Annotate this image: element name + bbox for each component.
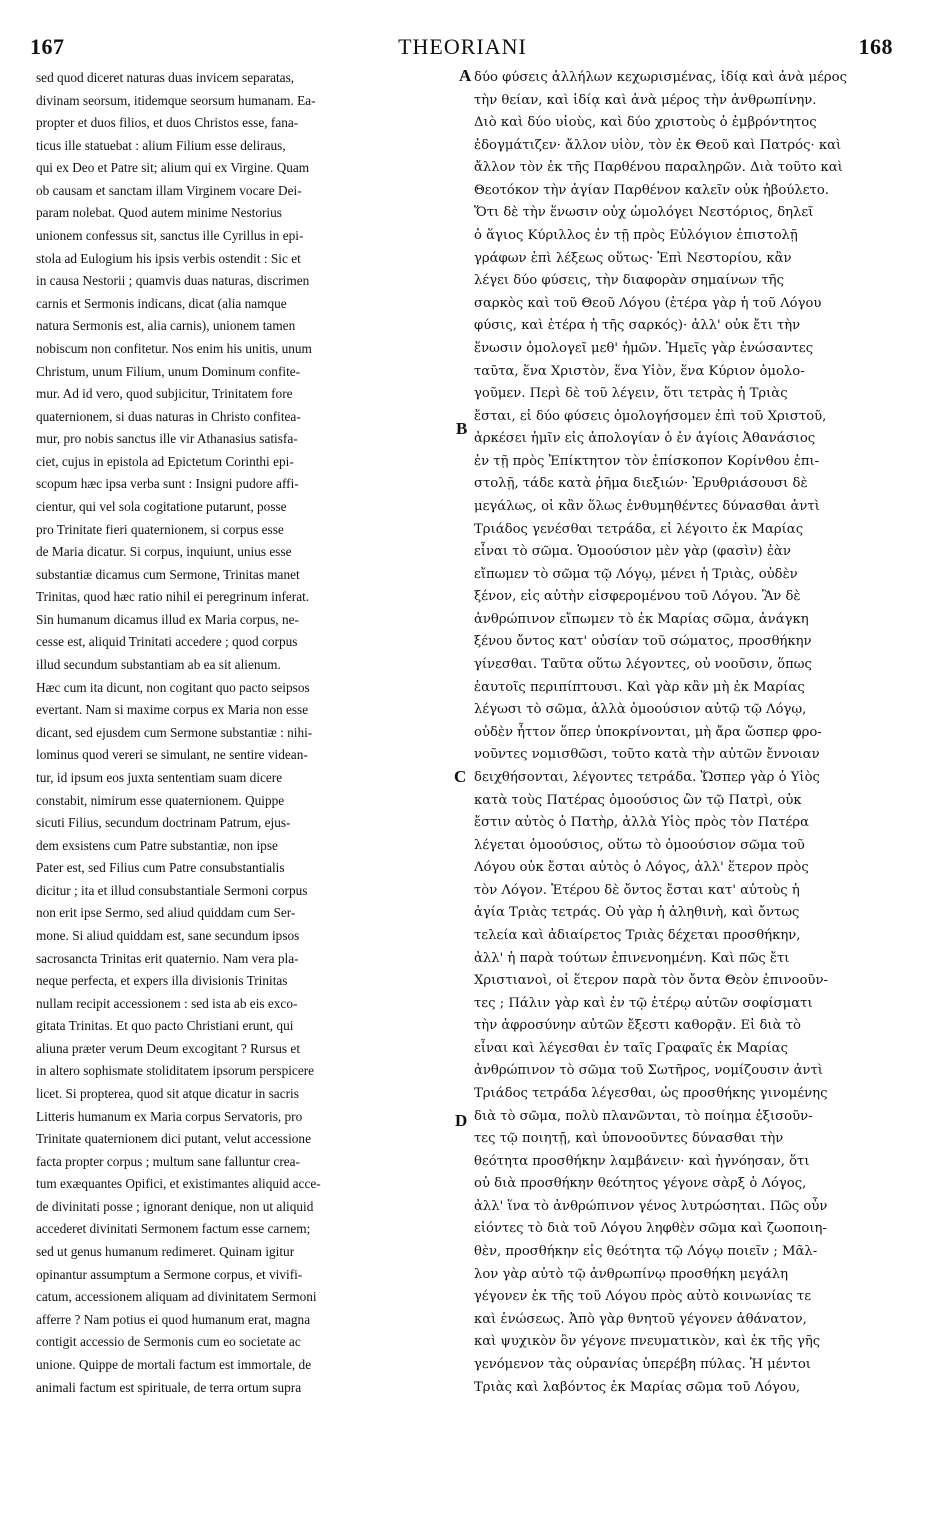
- text-line: σαρκὸς καὶ τοῦ Θεοῦ Λόγου (ἑτέρα γὰρ ἡ τοῦ Λόγου: [474, 295, 822, 311]
- text-line: lominus quod vererі se simulant, ne sentire videan-: [36, 747, 308, 763]
- text-line: tur, id ipsum eos juxta sententiam suam dicere: [36, 769, 283, 785]
- text-line: Λόγου οὐκ ἔσται αὐτὸς ὁ Λόγος, ἀλλ' ἕτερον πρὸς: [474, 860, 809, 876]
- text-line: Hæc cum ita dicunt, non cogitant quo pacto seipsos: [36, 679, 310, 695]
- text-line: ἀνθρώπινον εἴπωμεν τὸ ἐκ Μαρίας σῶμα, ἀνάγκη: [474, 611, 809, 627]
- running-title: THEORIANI: [398, 34, 527, 59]
- text-line: accederet divinitati Sermonem factum esse carnem;: [36, 1221, 311, 1237]
- text-line: natura Sermonis est, alia carnis), unionem tamen: [36, 318, 296, 334]
- text-line: mur. Ad id vero, quod subjicitur, Trinitatem fore: [36, 386, 293, 402]
- text-line: γενόμενον τὰς οὐρανίας ὑπερέβη πύλας. Ἡ μέντοι: [474, 1356, 811, 1372]
- text-line: contigit accessio de Sermonis cum eo societate ac: [36, 1334, 301, 1350]
- text-line: afferre ? Nam potius ei quod humanum erat, magna: [36, 1311, 311, 1327]
- text-line: φύσις, καὶ ἑτέρα ἡ τῆς σαρκός)· ἀλλ' οὐκ ἔτι τὴν: [474, 318, 801, 334]
- text-line: Χριστιανοὶ, οἱ ἕτερον παρὰ τὸν ὄντα Θεὸν ἐπινοοῦν-: [474, 973, 828, 989]
- text-line: κατὰ τοὺς Πατέρας ὁμοούσιος ὢν τῷ Πατρὶ, οὐκ: [474, 792, 802, 808]
- text-line: Τριὰς καὶ λαβόντος ἐκ Μαρίας σῶμα τοῦ Λόγου,: [474, 1379, 801, 1395]
- text-line: ἐν τῇ πρὸς Ἐπίκτητον τὸν ἐπίσκοπον Κορίνθου ἐπι-: [474, 453, 820, 469]
- left-page-number: 167: [30, 34, 65, 59]
- text-line: tum exæquantes Opifici, et existimantes aliquid acce-: [36, 1176, 321, 1192]
- text-line: Ὅτι δὲ τὴν ἕνωσιν οὐχ ὡμολόγει Νεστόριος, δηλεῖ: [474, 205, 814, 221]
- text-line: facta propter corpus ; multum sane falluntur crea-: [36, 1153, 300, 1169]
- text-line: ob causam et sanctam illam Virginem vocare Dei-: [36, 182, 302, 198]
- text-line: Διὸ καὶ δύο υἱοὺς, καὶ δύο χριστοὺς ὁ ἐμβρόντητος: [474, 115, 817, 131]
- text-line: opinantur assumptum a Sermone corpus, et vivifi-: [36, 1266, 303, 1282]
- text-line: in altero sophismate stoliditatem ipsorum perspicere: [36, 1063, 315, 1079]
- text-line: ἁγία Τριὰς τετράς. Οὐ γὰρ ἡ ἀληθινὴ, καὶ ὄντως: [474, 905, 800, 921]
- text-line: ξένου ὄντος κατ' οὐσίαν τοῦ σώματος, προσθήκην: [474, 634, 812, 650]
- text-line: Τριάδος γενέσθαι τετράδα, εἰ λέγοιτο ἐκ Μαρίας: [474, 521, 804, 537]
- text-line: λέγεται ὁμοούσιος, οὕτω τὸ ὁμοούσιον σῶμα τοῦ: [474, 837, 805, 853]
- text-line: nullam recipit accessionem : sed ista ab eis exco-: [36, 995, 298, 1011]
- text-line: λον γὰρ αὐτὸ τῷ ἀνθρωπίνῳ προσθήκη μεγάλη: [474, 1266, 788, 1282]
- text-line: Trinitate quaternionem dici putant, velut accessione: [36, 1131, 311, 1147]
- text-line: de Maria dicatur. Si corpus, inquiunt, unius esse: [36, 544, 292, 560]
- text-line: γίνεσθαι. Ταῦτα οὕτω λέγοντες, οὐ νοοῦσιν, ὅπως: [474, 657, 812, 673]
- text-line: ἐδογμάτιζεν· ἄλλον υἱὸν, τὸν ἐκ Θεοῦ καὶ Πατρός· καὶ: [474, 137, 842, 153]
- text-line: sacrosancta Trinitas erit quaternio. Nam vera pla-: [36, 950, 299, 966]
- text-line: ἀρκέσει ἡμῖν εἰς ἀπολογίαν ὁ ἐν ἁγίοις Ἀθανάσιος: [474, 431, 816, 447]
- text-line: τὴν ἀφροσύνην αὐτῶν ἔξεστι καθορᾷν. Εἰ διὰ τὸ: [474, 1018, 801, 1034]
- text-line: εἶναι καὶ λέγεσθαι ἐν ταῖς Γραφαῖς ἐκ Μαρίας: [474, 1040, 788, 1056]
- text-line: stola ad Eulogium his ipsis verbis ostendit : Sic et: [36, 250, 301, 266]
- text-line: ἔστιν αὐτὸς ὁ Πατὴρ, ἀλλὰ Υἱὸς πρὸς τὸν Πατέρα: [474, 815, 810, 831]
- text-line: εἴπωμεν τὸ σῶμα τῷ Λόγῳ, μένει ἡ Τριὰς, οὐδὲν: [474, 566, 798, 582]
- text-line: μεγάλως, οἱ κἂν ὅλως ἐνθυμηθέντες δύνασθαι ἀντὶ: [474, 498, 820, 514]
- margin-marker-b: B: [456, 419, 468, 438]
- text-line: στολῇ, τάδε κατὰ ῥῆμα διεξιών· Ἐρυθριάσουσι δὲ: [474, 476, 808, 492]
- text-line: οὐ διὰ προσθήκην θεότητος γέγονε σὰρξ ὁ Λόγος,: [474, 1176, 807, 1192]
- text-line: οὐδὲν ἧττον ὅπερ ὑποκρίνονται, μὴ ἄρα ὥσπερ φρο-: [474, 724, 822, 740]
- text-line: animali factum est spirituale, de terra ortum supra: [36, 1379, 302, 1395]
- text-line: τες τῷ ποιητῇ, καὶ ὑπονοοῦντες δύνασθαι τὴν: [474, 1131, 784, 1147]
- text-line: δύο φύσεις ἀλλήλων κεχωρισμένας, ἰδίᾳ καὶ ἀνὰ μέρος: [474, 70, 847, 85]
- text-line: ταῦτα, ἕνα Χριστὸν, ἕνα Υἱὸν, ἕνα Κύριον ὁμολο-: [474, 363, 805, 379]
- text-line: Θεοτόκον τὴν ἁγίαν Παρθένον καλεῖν οὐκ ἠβούλετο.: [474, 182, 829, 198]
- text-line: divinam seorsum, itidemque seorsum humanam. Ea-: [36, 92, 316, 108]
- text-line: λέγωσι τὸ σῶμα, ἀλλὰ ὁμοούσιον αὐτῷ τῷ Λόγῳ,: [474, 702, 807, 718]
- text-line: Litteris humanum ex Maria corpus Servatoris, pro: [36, 1108, 303, 1124]
- text-line: scopum hæc ipsa verba sunt : Insigni pudore affi-: [36, 476, 299, 492]
- text-line: εἰόντες τὸ διὰ τοῦ Λόγου ληφθὲν σῶμα καὶ ζωοποιη-: [474, 1221, 827, 1237]
- text-line: qui ex Deo et Patre sit; alium qui ex Virgine. Quam: [36, 160, 310, 176]
- text-line: propter et duos filios, et duos Christos esse, fana-: [36, 115, 299, 131]
- text-line: neque perfecta, et expers illa divisionis Trinitas: [36, 973, 288, 989]
- text-line: θὲν, προσθήκην εἰς θεότητα τῷ Λόγῳ ποιεῖν ; Μᾶλ-: [474, 1244, 818, 1260]
- text-line: γέγονεν ἐκ τῆς τοῦ Λόγου πρὸς αὐτὸ κοινωνίας τε: [474, 1289, 812, 1305]
- margin-marker-a: A: [459, 66, 472, 85]
- text-line: Christum, unum Filium, unum Dominum confite-: [36, 363, 301, 379]
- text-line: carnis et Sermonis indicans, dicat (alia namque: [36, 295, 287, 311]
- page-header: [0, 34, 925, 64]
- text-line: unione. Quippe de mortali factum est immortale, de: [36, 1356, 312, 1372]
- text-line: sed quod diceret naturas duas invicem separatas,: [36, 70, 295, 85]
- text-line: εἶναι τὸ σῶμα. Ὁμοούσιον μὲν γὰρ (φασὶν) ἐὰν: [474, 544, 791, 560]
- text-line: Trinitas, quod hæc ratio nihil ei peregrinum inferat.: [36, 589, 310, 605]
- latin-column: [36, 67, 456, 1399]
- text-line: in causa Nestorii ; quamvis duas naturas, discrimen: [36, 273, 310, 289]
- text-line: ἀνθρώπινον τὸ σῶμα τοῦ Σωτῆρος, νομίζουσιν ἀντὶ: [474, 1063, 823, 1079]
- text-line: ciet, cujus in epistola ad Epictetum Corinthi epi-: [36, 453, 294, 469]
- text-line: sed ut genus humanum redimeret. Quinam igitur: [36, 1244, 295, 1260]
- text-line: δειχθήσονται, λέγοντες τετράδα. Ὥσπερ γὰρ ὁ Υἱὸς: [474, 769, 820, 785]
- text-line: ticus ille statuebat : alium Filium esse deliraus,: [36, 137, 286, 153]
- text-line: illud secundum substantiam ab ea sit alienum.: [36, 657, 281, 673]
- text-line: cesse est, aliquid Trinitati accedere ; quod corpus: [36, 634, 298, 650]
- text-line: licet. Si propterea, quod sit atque dicatur in sacris: [36, 1086, 299, 1102]
- text-line: param nolebat. Quod autem minime Nestorius: [36, 205, 282, 221]
- text-line: ἔσται, εἰ δύο φύσεις ὁμολογήσομεν ἐπὶ τοῦ Χριστοῦ,: [474, 408, 827, 424]
- text-line: unionem confessus sit, sanctus ille Cyrillus in epi-: [36, 228, 304, 244]
- text-line: aliuna præter verum Deum excogitant ? Rursus et: [36, 1040, 301, 1056]
- text-line: dem exsistens cum Patre substantiæ, non ipse: [36, 837, 278, 853]
- text-line: de divinitati posse ; ignorant denique, non ut aliquid: [36, 1198, 314, 1214]
- text-line: catum, accessionem aliquam ad divinitatem Sermoni: [36, 1289, 317, 1305]
- text-line: καὶ ἑνώσεως. Ἀπὸ γὰρ θνητοῦ γέγονεν ἀθάνατον,: [474, 1311, 807, 1327]
- text-line: ἀλλ' ἡ παρὰ τούτων ἐπινενοημένη. Καὶ πῶς ἔτι: [474, 950, 790, 966]
- text-line: evertant. Nam si maxime corpus ex Maria non esse: [36, 702, 309, 718]
- text-line: ὁ ἅγιος Κύριλλος ἐν τῇ πρὸς Εὐλόγιον ἐπιστολῇ: [474, 228, 798, 244]
- text-line: cientur, qui vel sola cogitatione putarunt, posse: [36, 498, 287, 514]
- text-line: quaternionem, si duas naturas in Christo confitea-: [36, 408, 301, 424]
- text-line: διὰ τὸ σῶμα, πολὺ πλανῶνται, τὸ ποίημα ἐξισοῦν-: [474, 1108, 813, 1124]
- text-line: non erit ipse Sermo, sed aliud quiddam cum Ser-: [36, 905, 296, 921]
- margin-marker-c: C: [454, 767, 467, 786]
- margin-marker-d: D: [455, 1111, 468, 1130]
- text-line: τες ; Πάλιν γὰρ καὶ ἐν τῷ ἑτέρῳ αὐτῶν σοφίσματι: [474, 995, 813, 1011]
- text-line: Pater est, sed Filius cum Patre consubstantialis: [36, 860, 285, 876]
- text-line: γράφων ἐπὶ λέξεως οὕτως· Ἐπὶ Νεστορίου, κἂν: [474, 250, 792, 266]
- text-line: pro Trinitate fieri quaternionem, si corpus esse: [36, 521, 284, 537]
- text-line: sicuti Filius, secundum doctrinam Patrum, ejus-: [36, 815, 291, 831]
- text-line: ἑαυτοῖς περιπίπτουσι. Καὶ γὰρ κἂν μὴ ἐκ Μαρίας: [474, 679, 805, 695]
- text-line: constabit, nimirum esse quaternionem. Quippe: [36, 792, 285, 808]
- text-line: Sin humanum dicamus illud ex Maria corpus, ne-: [36, 611, 299, 627]
- text-line: Τριάδος τετράδα λέγεσθαι, ὡς προσθήκης γινομένης: [474, 1086, 828, 1102]
- text-line: nobiscum non confitetur. Nos enim his unitis, unum: [36, 340, 312, 356]
- text-line: mone. Si aliud quiddam est, sane secundum ipsos: [36, 927, 300, 943]
- text-line: νοῦντες νομισθῶσι, τοῦτο κατὰ τὴν αὐτῶν ἔννοιαν: [474, 747, 820, 763]
- text-line: mur, pro nobis sanctus ille vir Athanasius satisfa-: [36, 431, 298, 447]
- text-line: dicant, sed ejusdem cum Sermone substantiæ : nihi-: [36, 724, 313, 740]
- text-line: τὸν Λόγον. Ἑτέρου δὲ ὄντος ἔσται κατ' αὐτοὺς ἡ: [474, 882, 800, 898]
- text-line: ἀλλ' ἵνα τὸ ἀνθρώπινον γένος λυτρώσηται. Πῶς οὖν: [474, 1198, 828, 1214]
- text-line: λέγει δύο φύσεις, τὴν διαφορὰν σημαίνων τῆς: [474, 273, 784, 289]
- text-line: dicitur ; ita et illud consubstantiale Sermoni corpus: [36, 882, 308, 898]
- text-line: ξένον, εἰς αὐτὴν εἰσφερομένου τοῦ Λόγου. Ἂν δὲ: [474, 589, 801, 605]
- text-line: καὶ ψυχικὸν ὂν γέγονε πνευματικὸν, καὶ ἐκ τῆς γῆς: [474, 1334, 821, 1350]
- text-line: ἕνωσιν ὁμολογεῖ μεθ' ἡμῶν. Ἡμεῖς γὰρ ἑνώσαντες: [474, 340, 814, 356]
- text-line: τὴν θείαν, καὶ ἰδίᾳ καὶ ἀνὰ μέρος τὴν ἀνθρωπίνην.: [474, 92, 817, 108]
- text-line: γοῦμεν. Περὶ δὲ τοῦ λέγειν, ὅτι τετρὰς ἡ Τριὰς: [474, 386, 788, 402]
- text-line: τελεία καὶ ἀδιαίρετος Τριὰς δέχεται προσθήκην,: [474, 927, 801, 943]
- greek-column: [474, 67, 904, 1399]
- text-line: substantiæ dicamus cum Sermone, Trinitas manet: [36, 566, 300, 582]
- text-line: θεότητα προσθήκην λαμβάνειν· καὶ ἠγνόησαν, ὅτι: [474, 1153, 810, 1169]
- right-page-number: 168: [858, 34, 893, 59]
- text-line: gitata Trinitas. Et quo pacto Christiani erunt, qui: [36, 1018, 294, 1034]
- text-line: ἄλλον τὸν ἐκ τῆς Παρθένου παραληρῶν. Διὰ τοῦτο καὶ: [474, 160, 843, 176]
